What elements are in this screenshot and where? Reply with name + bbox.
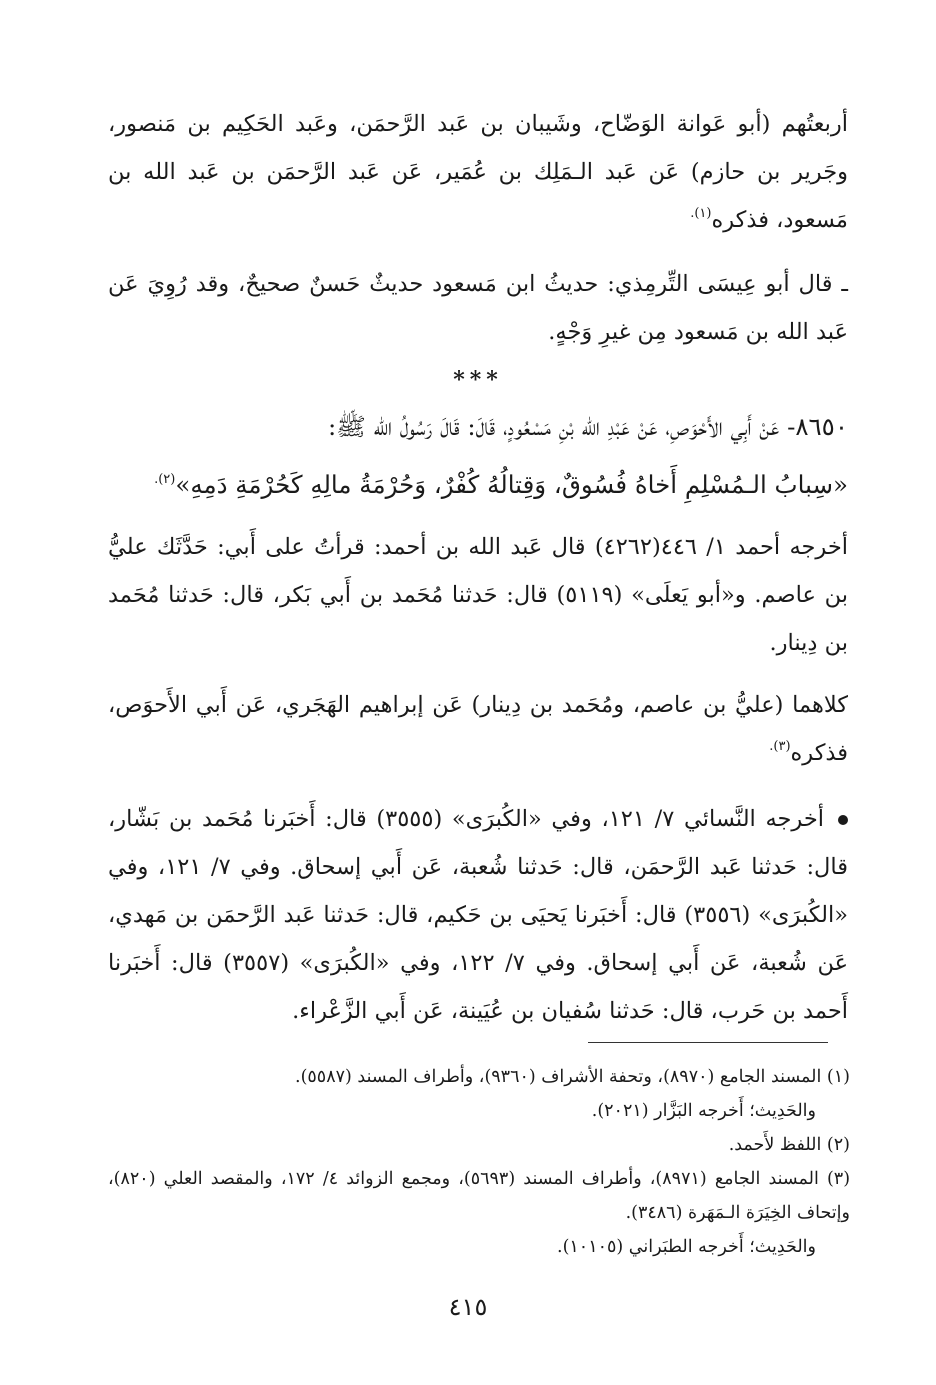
paragraph-1-text: أربعتُهم (أبو عَوانة الوَضّاح، وشَيبان بن عَبد الرَّحمَن، وعَبد الحَكِيم بن مَنصور، وجَرير بن حازم) عَن عَبد الـمَلِك بن عُمَير، عَن عَبد الرَّحمَن بن عَبد الله بن مَسعود، فذكره <box>108 111 848 233</box>
hadith-text <box>108 460 848 515</box>
page-number: ٤١٥ <box>448 1293 488 1321</box>
hadith-text-body: «سِبابُ الـمُسْلِمِ أَخاهُ فُسُوقٌ، وَقِتالُهُ كُفْرٌ، وَحُرْمَةُ مالِهِ كَحُرْمَةِ دَمِهِ» <box>175 470 848 499</box>
footnote-ref-2: (٢). <box>154 472 176 487</box>
paragraph-4-text: كلاهما (عليُّ بن عاصم، ومُحَمد بن دِينار) عَن إبراهيم الهَجَري، عَن أَبي الأَحوَص، فذكره <box>108 692 848 766</box>
footnote-divider <box>588 1042 828 1043</box>
bullet-icon <box>838 815 848 825</box>
footnotes <box>108 1060 850 1264</box>
paragraph-5-text: أخرجه النَّسائي ٧/ ١٢١، وفي «الكُبرَى» (٣٥٥٥) قال: أَخبَرنا مُحَمد بن بَشّار، قال: حَدثنا عَبد الرَّحمَن، قال: حَدثنا شُعبة، عَن أَبي إسحاق. وفي ٧/ ١٢١، وفي «الكُبرَى» (٣٥٥٦) قال: أَخبَرنا يَحيَى بن حَكيم، قال: حَدثنا عَبد الرَّحمَن بن مَهدي، عَن شُعبة، عَن أَبي إسحاق. وفي ٧/ ١٢٢، وفي «الكُبرَى» (٣٥٥٧) قال: أَخبَرنا أَحمد بن حَرب، قال: حَدثنا سُفيان بن عُيَينة، عَن أَبي الزَّعْراء. <box>108 806 849 1024</box>
paragraph-2: ـ قال أبو عِيسَى التِّرمِذي: حديثُ ابن مَسعود حديثٌ حَسنٌ صحيحٌ، وقد رُوِيَ عَن عَبد الله بن مَسعود مِن غيرِ وَجْهٍ. <box>108 271 848 345</box>
paragraph-3: أخرجه أحمد ١/ ٤٤٦(٤٢٦٢) قال عَبد الله بن أحمد: قرأتُ على أَبي: حَدَّثَك عليُّ بن عاصم. و«أبو يَعلَى» (٥١١٩) قال: حَدثنا مُحَمد بن أَبي بَكر، قال: حَدثنا مُحَمد بن دِينار. <box>108 534 848 656</box>
paragraph-1 <box>108 100 848 248</box>
footnote-ref-3: (٣). <box>769 739 791 754</box>
footnote-2: (٢) اللفظ لأَحمد. <box>728 1135 850 1155</box>
footnote-ref-1: (١). <box>690 206 712 221</box>
footnote-1: (١) المسند الجامع (٨٩٧٠)، وتحفة الأشراف (٩٣٦٠)، وأطراف المسند (٥٥٨٧). <box>295 1067 850 1087</box>
paragraph-5 <box>108 795 848 1035</box>
footnote-1-continuation: والحَدِيث؛ أَخرجه البَزَّار (٢٠٢١). <box>591 1101 816 1121</box>
footnote-3-continuation: والحَدِيث؛ أَخرجه الطبَراني (١٠١٠٥). <box>557 1237 816 1257</box>
hadith-intro: ٨٦٥٠- عَنْ أَبِي الأَحْوَصِ، عَنْ عَبْدِ الله بْنِ مَسْعُودٍ، قَالَ: قَالَ رَسُولُ الله ﷺ: <box>328 412 848 441</box>
paragraph-4 <box>108 681 848 781</box>
section-separator: *** <box>453 367 503 393</box>
footnote-3: (٣) المسند الجامع (٨٩٧١)، وأطراف المسند (٥٦٩٣)، ومجمع الزوائد ٤/ ١٧٢، والمقصد العلي (٨٢٠)، وإتحاف الخِيَرَة الـمَهَرة (٣٤٨٦). <box>108 1169 851 1223</box>
